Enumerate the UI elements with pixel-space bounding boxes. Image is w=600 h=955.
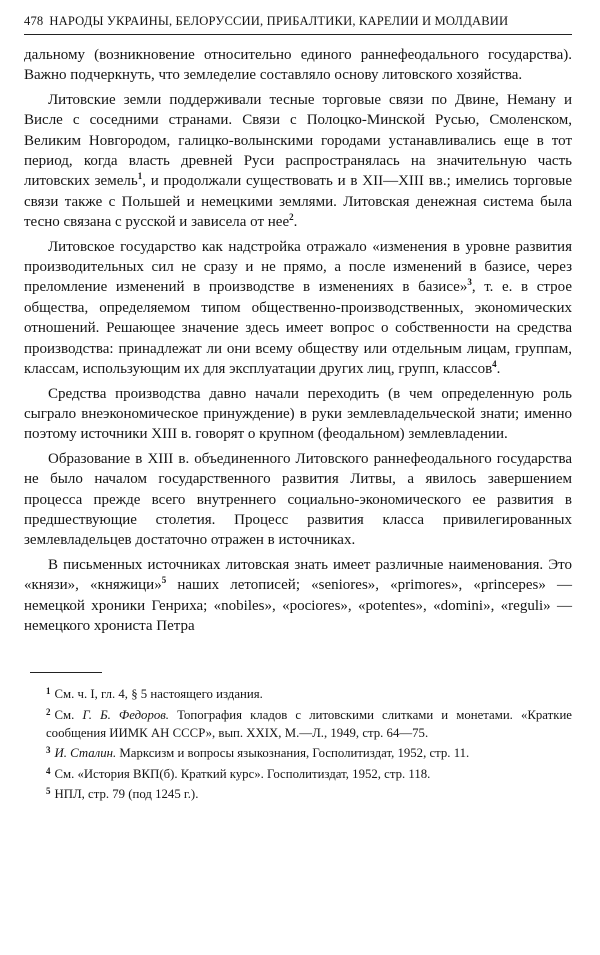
footnote-ref-5: 5 xyxy=(161,575,167,586)
running-title: НАРОДЫ УКРАИНЫ, БЕЛОРУССИИ, ПРИБАЛТИКИ, КАРЕЛИИ И МОЛДАВИИ xyxy=(49,14,509,28)
footnote-divider xyxy=(30,672,102,673)
footnote-ref-4: 4 xyxy=(492,359,497,370)
main-text xyxy=(24,45,572,636)
footnote-5: $^5$ НПЛ, стр. 79 (под 1245 г.). xyxy=(46,786,199,802)
paragraph-6: В письменных источниках литовская знать имеет различные наименования. Это «князи», «княжици»$^5$ наших летописей; «seniores», «primores», «princepes» — немецкой хроники Генриха; «nobiles», «pociores», «potentes», «domini», «reguli» — немецкого хрониста Петра xyxy=(24,556,572,634)
footnote-3: $^3$ И. Сталин. Марксизм и вопросы языкознания, Госполитиздат, 1952, стр. 11. xyxy=(46,745,470,761)
footnote-2: $^2$ См. Г. Б. Федоров. Топография кладов с литовскими слитками и монетами. «Краткие сообщения ИИМК АН СССР», вып. XXIX, М.—Л., 1949, стр. 64—75. xyxy=(46,706,572,740)
running-header xyxy=(24,14,572,35)
footnote-4: $^4$ См. «История ВКП(б). Краткий курс». Госполитиздат, 1952, стр. 118. xyxy=(46,765,431,781)
page-number: 478 xyxy=(24,14,44,28)
footnote-author: Г. Б. Федоров. xyxy=(82,707,170,722)
footnote-ref-2: 2 xyxy=(289,212,294,223)
paragraph-3: Литовское государство как надстройка отражало «изменения в уровне развития производительных сил не сразу и не прямо, а после изменений в базисе, через преломление изменений в производстве в изменениях в базисе»$^3$, т. е. в строе общества, определяемом типом общественно-производственных, экономических отношений. Решающее значение здесь имеет вопрос о собственности на средства производства: принадлежат ли они всему обществу или отдельным лицам, группам, классам, использующим их для эксплуатации других лиц, групп, классов$^4$. xyxy=(24,238,572,378)
paragraph-5: Образование в XIII в. объединенного Литовского раннефеодального государства не было началом государственного развития Литвы, а явилось завершением процесса прежде всего внутреннего социально-экономического ее развития в предшествующие столетия. Процесс развития класса привилегированных землевладельцев достаточно отражен в источниках. xyxy=(24,450,572,549)
footnote-ref-1: 1 xyxy=(137,171,143,182)
paragraph-1: дальному (возникновение относительно единого раннефеодального государства). Важно подчеркнуть, что земледелие составляло основу литовского хозяйства. xyxy=(24,47,572,84)
paragraph-4: Средства производства давно начали переходить (в чем определенную роль сыграло внеэкономическое принуждение) в руки землевладельческой знати; именно поэтому источники XIII в. говорят о крупном (феодальном) землевладении. xyxy=(24,385,572,443)
book-page xyxy=(24,14,572,804)
footnote-1: $^1$ См. ч. I, гл. 4, § 5 настоящего издания. xyxy=(46,686,263,702)
paragraph-2: Литовские земли поддерживали тесные торговые связи по Двине, Неману и Висле с соседними странами. Связи с Полоцко-Минской Русью, Смоленском, Великим Новгородом, галицко-волынскими городами устанавливались еще в тот период, когда власть древней Руси распространялась на значительную часть литовских земель$^1$, и продолжали существовать и в XII—XIII вв.; имелись торговые связи также с Польшей и немецкими землями. Литовская денежная система была тесно связана с русской и зависела от нее$^2$. xyxy=(24,91,572,231)
footnote-author: И. Сталин. xyxy=(54,746,117,761)
footnote-ref-3: 3 xyxy=(467,277,472,288)
footnotes xyxy=(24,683,572,804)
